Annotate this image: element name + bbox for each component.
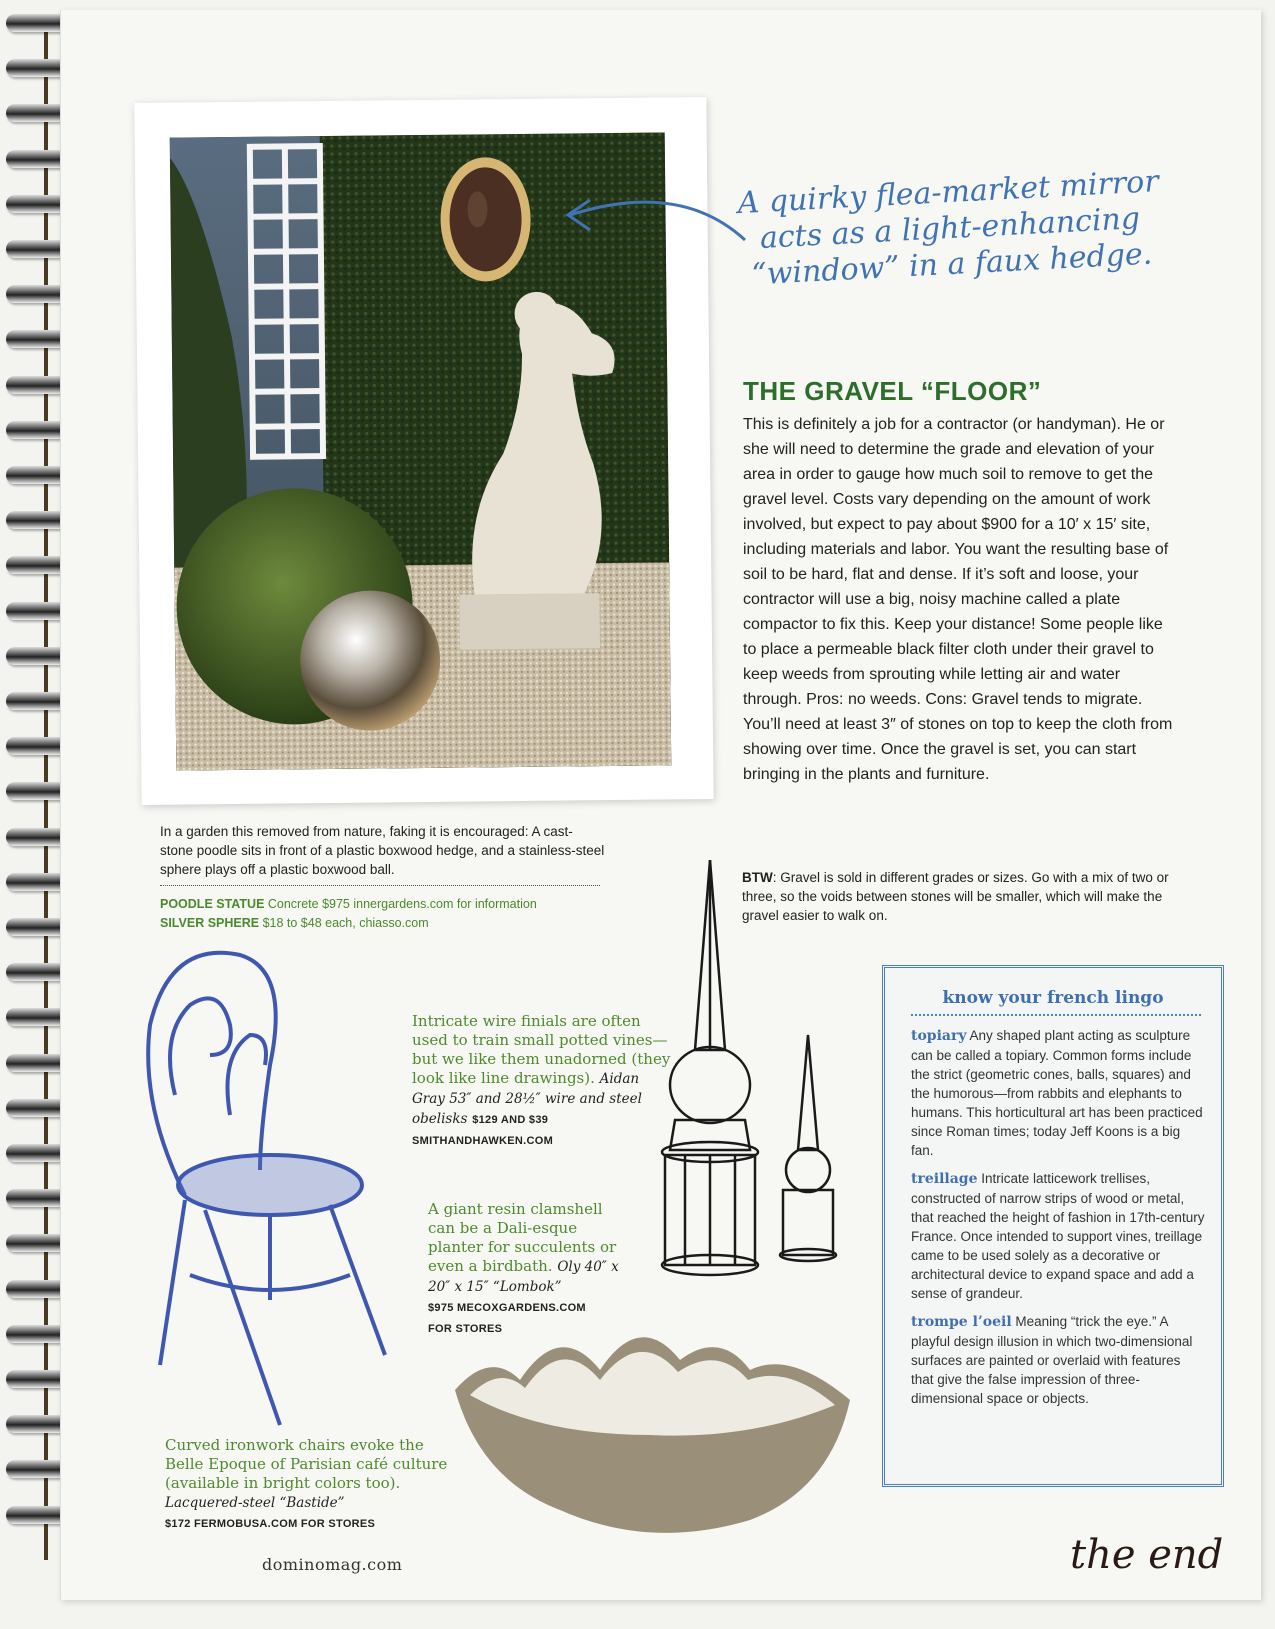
caption-divider [160,885,600,886]
clamshell-price: $975 MECOXGARDENS.COM [428,1302,586,1314]
credit-line [160,914,610,933]
wire-finials-illustration [655,860,855,1280]
credit-label: POODLE STATUE [160,897,265,911]
chair-lead: Curved ironwork chairs evoke the Belle Epoque of Parisian café culture (available in bright colors too). [165,1436,448,1492]
lingo-term: treillage [911,1171,978,1187]
btw-text: : Gravel is sold in different grades or sizes. Go with a mix of two or three, so the voids between stones will be smaller, which will make the gravel easier to walk on. [742,870,1169,923]
chair-caption [165,1436,450,1534]
lingo-entry-treillage [911,1169,1206,1303]
credit-text: $18 to $48 each, chiasso.com [259,916,429,930]
credit-text: Concrete $975 innergardens.com for information [264,897,537,911]
chair-source: $172 FERMOBUSA.COM FOR STORES [165,1518,376,1530]
finials-lead: Intricate wire finials are often used to train small potted vines—but we like them unadorned (they look like line drawings). [412,1012,671,1087]
handwritten-note: A quirky flea-market mirror acts as a light-enhancing “window” in a faux hedge. [736,164,1160,293]
clamshell-detail: Oly 40″ x 20″ x 15″ “Lombok” [428,1259,619,1295]
article-body: This is definitely a job for a contractor (or handyman). He or she will need to determine the grade and elevation of your area in order to gauge how much soil to remove to get the gravel level. Costs vary depending on the amount of work involved, but expect to pay about $900 for a 10′ x 15′ site, including materials and labor. You want the resulting base of soil to be hard, flat and dense. If it’s soft and loose, your contractor will use a big, noisy machine called a plate compactor to fix this. Keep your distance! Some people like to place a permeable black filter cloth under their gravel to keep weeds from sprouting while letting air and water through. Pros: no weeds. Cons: Gravel tends to migrate. You’ll need at least 3″ of stones on top to keep the cloth from showing over time. Once the gravel is set, you can start bringing in the plants and furniture. [743,416,1173,783]
lingo-term: topiary [911,1028,967,1044]
finials-caption [412,1012,672,1151]
lingo-divider [911,1014,1201,1016]
finials-price: $129 AND $39 [472,1114,549,1126]
arrow-icon [560,185,750,255]
clamshell-lead: A giant resin clamshell can be a Dali-esque planter for succulents or even a birdbath. [428,1200,617,1275]
credit-label: SILVER SPHERE [160,916,260,930]
bistro-chair-illustration [130,945,420,1435]
clamshell-planter-illustration [450,1310,860,1540]
lingo-definition: Intricate latticework trellises, constructed of narrow strips of wood or metal, that reached the height of fashion in 17th-century France. Once intended to support vines, treillage came to be used solely as a decorative or architectural device to expand space and add a sense of grandeur. [911,1171,1205,1301]
lingo-title: know your french lingo [942,988,1164,1008]
clamshell-source: FOR STORES [428,1323,503,1335]
finials-detail: Aidan Gray 53″ and 28½″ wire and steel obelisks [412,1071,642,1127]
chair-detail: Lacquered-steel “Bastide” [165,1495,345,1511]
clamshell-caption [428,1200,628,1339]
french-lingo-box [882,965,1224,1487]
lingo-entry-topiary [911,1026,1206,1160]
lingo-entry-trompe-loeil [911,1312,1206,1408]
photo-credits [160,895,610,933]
lingo-term: trompe l’oeil [911,1314,1012,1330]
article-heading: THE GRAVEL “FLOOR” [743,376,1042,406]
credit-line [160,895,610,914]
lingo-definition: Meaning “trick the eye.” A playful design illusion in which two-dimensional surfaces are painted or overlaid with features that give the false impression of three-dimensional space or objects. [911,1314,1193,1406]
photo-caption: In a garden this removed from nature, faking it is encouraged: A cast-stone poodle sits in front of a plastic boxwood hedge, and a stainless-steel sphere plays off a plastic boxwood ball. [160,824,605,877]
lingo-definition: Any shaped plant acting as sculpture can be called a topiary. Common forms include the strict (geometric cones, balls, squares) and the humorous—from rabbits and elephants to humans. This horticultural art has been practiced since Roman times; today Jeff Koons is a big fan. [911,1028,1203,1158]
finials-source: SMITHANDHAWKEN.COM [412,1135,554,1147]
footer-site: dominomag.com [262,1555,403,1574]
the-end-signoff: the end [1070,1532,1224,1578]
btw-label: BTW [742,870,773,885]
lingo-entries [911,1026,1206,1417]
